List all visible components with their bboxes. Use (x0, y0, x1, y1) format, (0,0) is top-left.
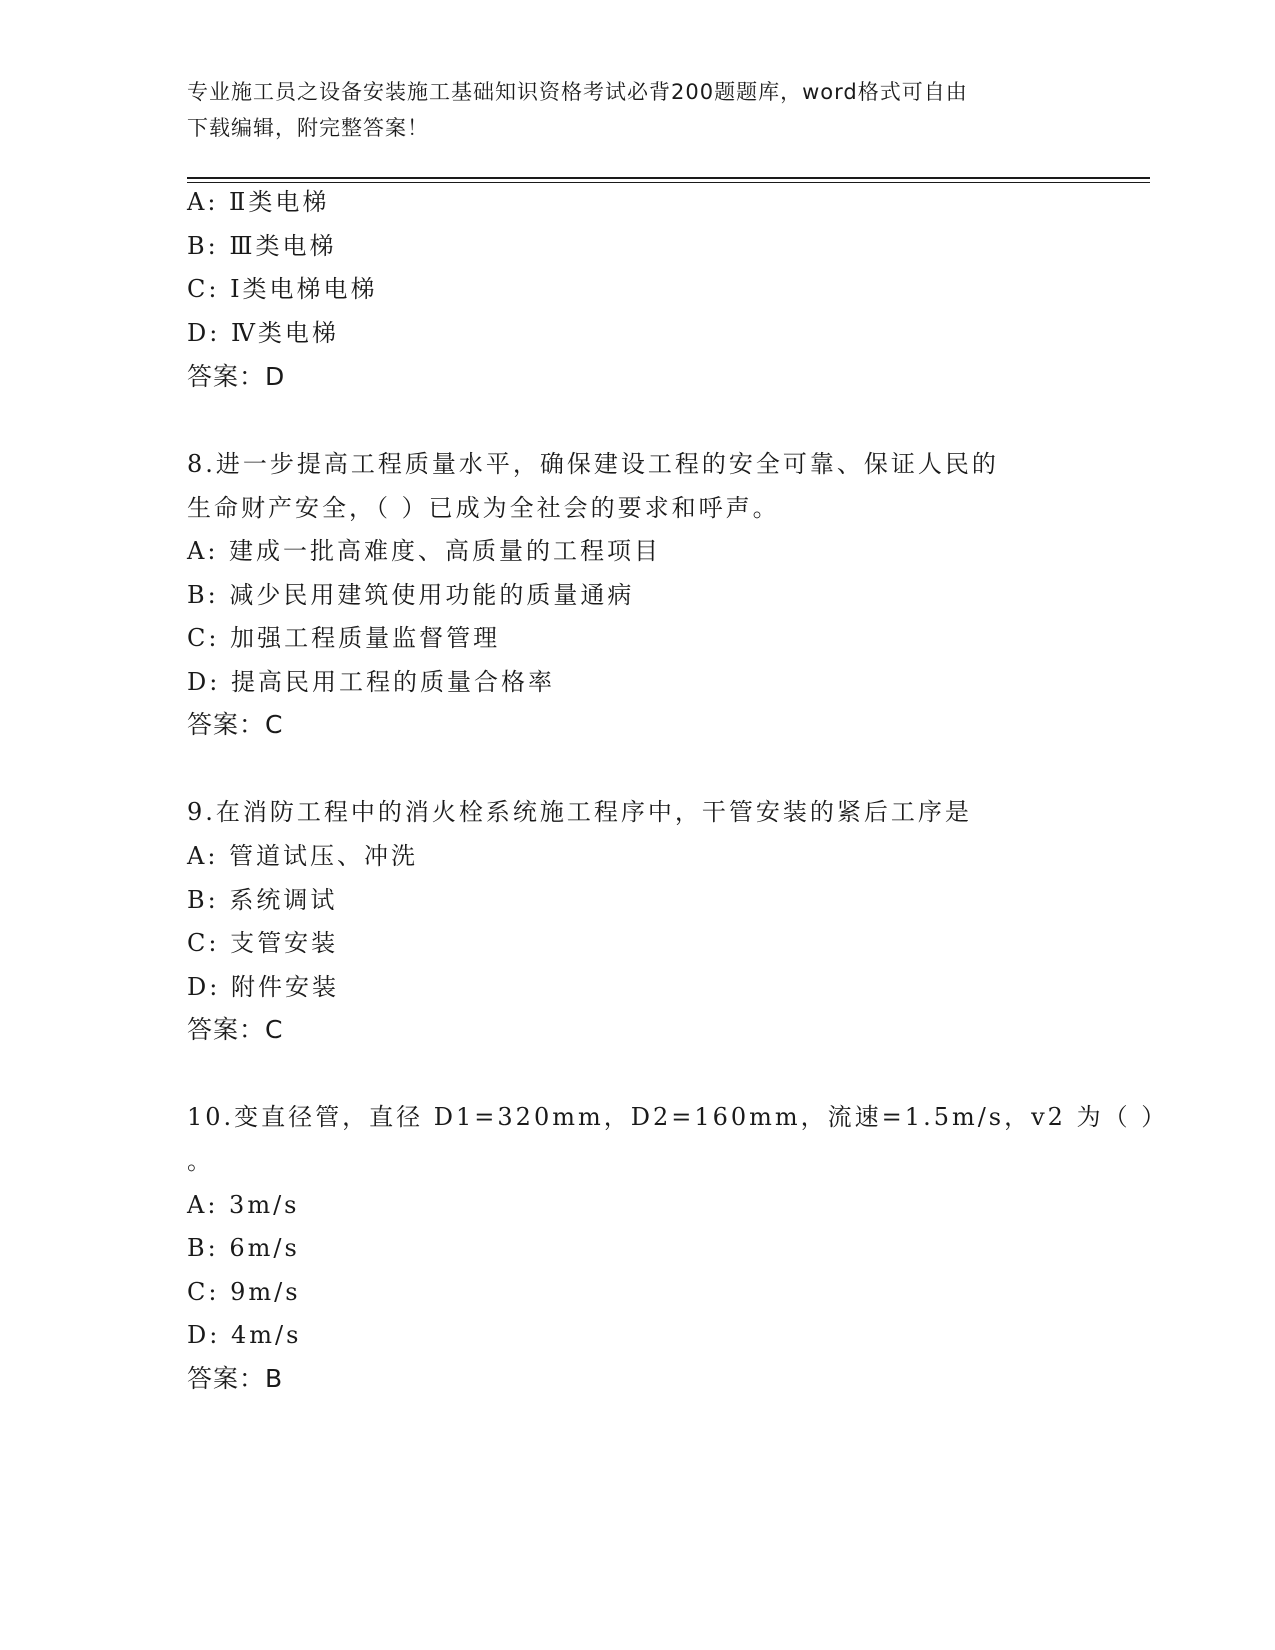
q8-option-d: D: 提高民用工程的质量合格率 (187, 668, 555, 696)
q10-stem-line-1: 10.变直径管，直径 D1=320mm，D2=160mm，流速=1.5m/s，v2 为（ ） (187, 1103, 1169, 1131)
q8-stem-line-1: 8.进一步提高工程质量水平，确保建设工程的安全可靠、保证人民的 (187, 450, 999, 478)
q7-answer: 答案：D (187, 362, 286, 391)
q7-option-b: B: Ⅲ类电梯 (187, 232, 337, 260)
q7-option-c: C: Ⅰ类电梯电梯 (187, 275, 378, 303)
header-rule-thin (187, 182, 1150, 183)
q9-option-a: A: 管道试压、冲洗 (187, 842, 419, 870)
q10-answer: 答案：B (187, 1364, 284, 1393)
q8-option-c: C: 加强工程质量监督管理 (187, 624, 501, 652)
q9-stem-line-1: 9.在消防工程中的消火栓系统施工程序中，干管安装的紧后工序是 (187, 798, 972, 826)
q9-option-b: B: 系统调试 (187, 886, 338, 914)
header-line-1: 专业施工员之设备安装施工基础知识资格考试必背200题题库，word格式可自由 (187, 80, 968, 104)
q7-option-a: A: Ⅱ类电梯 (187, 188, 330, 216)
q8-answer: 答案：C (187, 710, 284, 739)
q9-option-c: C: 支管安装 (187, 929, 339, 957)
q10-option-c: C: 9m/s (187, 1278, 301, 1306)
q10-option-a: A: 3m/s (187, 1191, 300, 1219)
q8-option-a: A: 建成一批高难度、高质量的工程项目 (187, 537, 662, 565)
q8-stem-line-2: 生命财产安全，（ ）已成为全社会的要求和呼声。 (187, 494, 780, 522)
q8-option-b: B: 减少民用建筑使用功能的质量通病 (187, 581, 635, 609)
q10-option-d: D: 4m/s (187, 1321, 302, 1349)
header-rule-thick (187, 177, 1150, 179)
q10-option-b: B: 6m/s (187, 1234, 300, 1262)
q10-stem-line-2: 。 (187, 1147, 214, 1175)
q7-option-d: D: Ⅳ类电梯 (187, 319, 339, 347)
document-header (187, 74, 1087, 146)
q9-option-d: D: 附件安装 (187, 973, 339, 1001)
header-line-2: 下载编辑，附完整答案！ (187, 116, 429, 140)
q9-answer: 答案：C (187, 1015, 284, 1044)
